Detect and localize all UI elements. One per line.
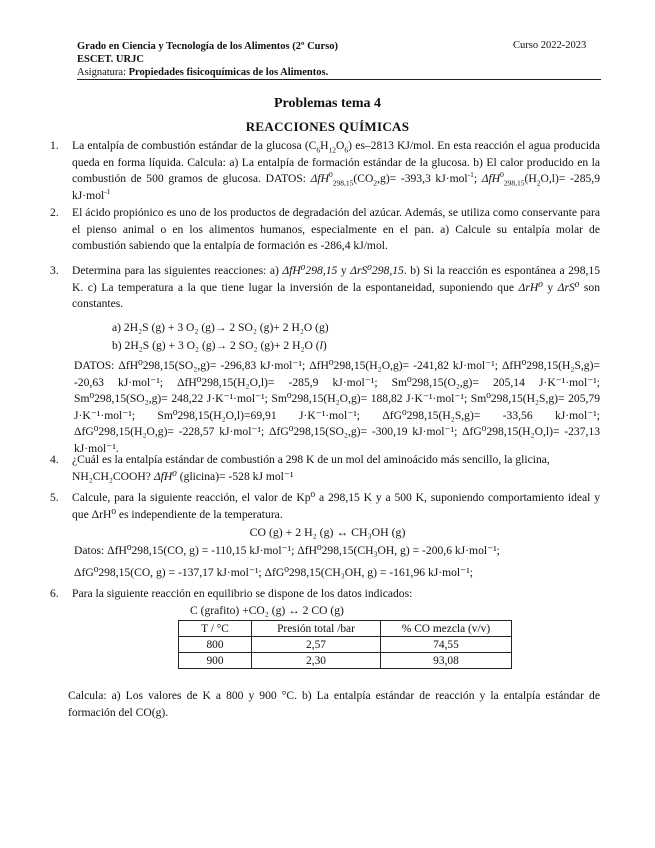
header-school: ESCET. URJC [77, 54, 144, 65]
problem-number: 5. [50, 491, 59, 504]
table-header: % CO mezcla (v/v) [381, 621, 512, 637]
problem-6 [50, 586, 600, 603]
table-row [179, 653, 512, 669]
table-cell: 74,55 [381, 637, 512, 653]
table-cell: 800 [179, 637, 252, 653]
problem-5-data-2: ΔfG⁰298,15(CO, g) = -137,17 kJ·mol⁻¹; ΔfG⁰298,15(CH₃OH, g) = -161,96 kJ·mol⁻¹; [74, 566, 473, 579]
table-header-row [179, 621, 512, 637]
table-header: T / °C [179, 621, 252, 637]
problem-text: Calcule, para la siguiente reacción, el valor de Kp⁰ a 298,15 K y a 500 K, suponiendo comportamiento ideal y que ΔrH⁰ es independiente de la temperatura. [72, 491, 600, 521]
header-degree: Grado en Ciencia y Tecnología de los Alimentos (2º Curso) [77, 41, 339, 52]
table-cell: 2,57 [252, 637, 381, 653]
table-cell: 93,08 [381, 653, 512, 669]
problem-2 [50, 205, 600, 255]
problem-number: 1. [50, 139, 59, 152]
page-title: Problemas tema 4 [273, 96, 382, 111]
reaction-a: a) 2H₂S (g) + 3 O₂ (g)→ 2 SO₂ (g)+ 2 H₂O (g) [112, 321, 329, 334]
table-header: Presión total /bar [252, 621, 381, 637]
equilibrium-data-table [178, 620, 512, 669]
problem-3-data: DATOS: ΔfH⁰298,15(SO₂,g)= -296,83 kJ·mol⁻¹; ΔfH⁰298,15(H₂O,g)= -241,82 kJ·mol⁻¹; ΔfH⁰298,15(H₂S,g)= -20,63 kJ·mol⁻¹; ΔfH⁰298,15(H₂O,l)= -285,9 kJ·mol⁻¹; Sm⁰298,15(O₂,g)= 205,14 J·K⁻¹·mol⁻¹; Sm⁰298,15(SO₂,g)= 248,22 J·K⁻¹·mol⁻¹; Sm⁰298,15(H₂O,g)= 188,82 J·K⁻¹·mol⁻¹; Sm⁰298,15(H₂S,g)= 205,79 J·K⁻¹·mol⁻¹; Sm⁰298,15(H₂O,l)=69,91 J·K⁻¹·mol⁻¹; ΔfG⁰298,15(H₂S,g)= -33,56 kJ·mol⁻¹; ΔfG⁰298,15(H₂O,g)= -228,57 kJ·mol⁻¹; ΔfG⁰298,15(SO₂,g)= -300,19 kJ·mol⁻¹; ΔfG⁰298,15(H₂O,l)= -237,13 kJ·mol⁻¹. [74, 359, 600, 455]
reaction-equation: CO (g) + 2 H₂ (g) ↔ CH₃OH (g) [249, 525, 406, 539]
table-row [179, 637, 512, 653]
problem-3 [50, 263, 600, 313]
problem-number: 2. [50, 206, 59, 219]
reaction-b: b) 2H₂S (g) + 3 O₂ (g)→ 2 SO₂ (g)+ 2 H₂O (l) [112, 339, 327, 352]
problem-text: El ácido propiónico es uno de los productos de degradación del azúcar. Además, se utiliza como conservante para el pienso animal o en los alimentos humanos, especialmente en el pan. a) Calcule su entalpía molar de combustión sabiendo que la entalpía de formación es -286,4 kJ/mol. [72, 206, 600, 253]
equilibrium-equation: C (grafito) +CO₂ (g) ↔ 2 CO (g) [190, 604, 344, 617]
problem-5-data-1: Datos: ΔfH⁰298,15(CO, g) = -110,15 kJ·mol⁻¹; ΔfH⁰298,15(CH₃OH, g) = -200,6 kJ·mol⁻¹; [74, 544, 500, 557]
problem-number: 6. [50, 587, 59, 600]
header-subject [77, 66, 338, 79]
problem-number: 3. [50, 264, 59, 277]
header-divider [77, 79, 601, 80]
table-cell: 900 [179, 653, 252, 669]
page-subtitle: REACCIONES QUÍMICAS [245, 119, 410, 134]
problem-number: 4. [50, 453, 59, 466]
problem-text: ¿Cuál es la entalpía estándar de combustión a 298 K de un mol del aminoácido más sencillo, la glicina, NH₂CH₂COOH? ΔfH⁰ (glicina)= -528 kJ mol⁻¹ [72, 453, 550, 483]
problem-text: Determina para las siguientes reacciones: a) ΔfH⁰298,15 y ΔrS⁰298,15. b) Si la reacción es espontánea a 298,15 K. c) La temperatura a la que tiene lugar la inversión de la espontaneidad, suponiendo que ΔrH⁰ y ΔrS⁰ son constantes. [72, 264, 601, 311]
header-left [77, 40, 338, 79]
problem-1 [50, 138, 600, 204]
header-subject-name: Propiedades fisicoquímicas de los Alimentos. [128, 67, 329, 78]
problem-6-questions: Calcula: a) Los valores de K a 800 y 900 °C. b) La entalpía estándar de reacción y la entalpía estándar de formación del CO(g). [68, 689, 600, 719]
header-course: Curso 2022-2023 [513, 40, 587, 51]
problem-5 [50, 490, 600, 523]
problem-4 [50, 452, 600, 485]
problem-text: La entalpía de combustión estándar de la glucosa $(C_6H_{12}O_6)$ es–2813 KJ/mol. En esta reacción el agua producida queda en forma líquida. Calcula: a) La entalpía de formación estándar de la glucosa. b) El calor producido en la combustión de 500 gramos de glucosa. DATOS: $\Delta fH^0_{298,15}(CO_2,g)= -393,3$ kJ·mol$^{-1}$; $\Delta fH^0_{298,15}(H_2O,l)= -285,9$ kJ·mol$^{-1}$ [72, 139, 600, 202]
problem-text: Para la siguiente reacción en equilibrio se dispone de los datos indicados: [72, 587, 413, 600]
header-subject-label: Asignatura: [77, 67, 129, 78]
table-cell: 2,30 [252, 653, 381, 669]
